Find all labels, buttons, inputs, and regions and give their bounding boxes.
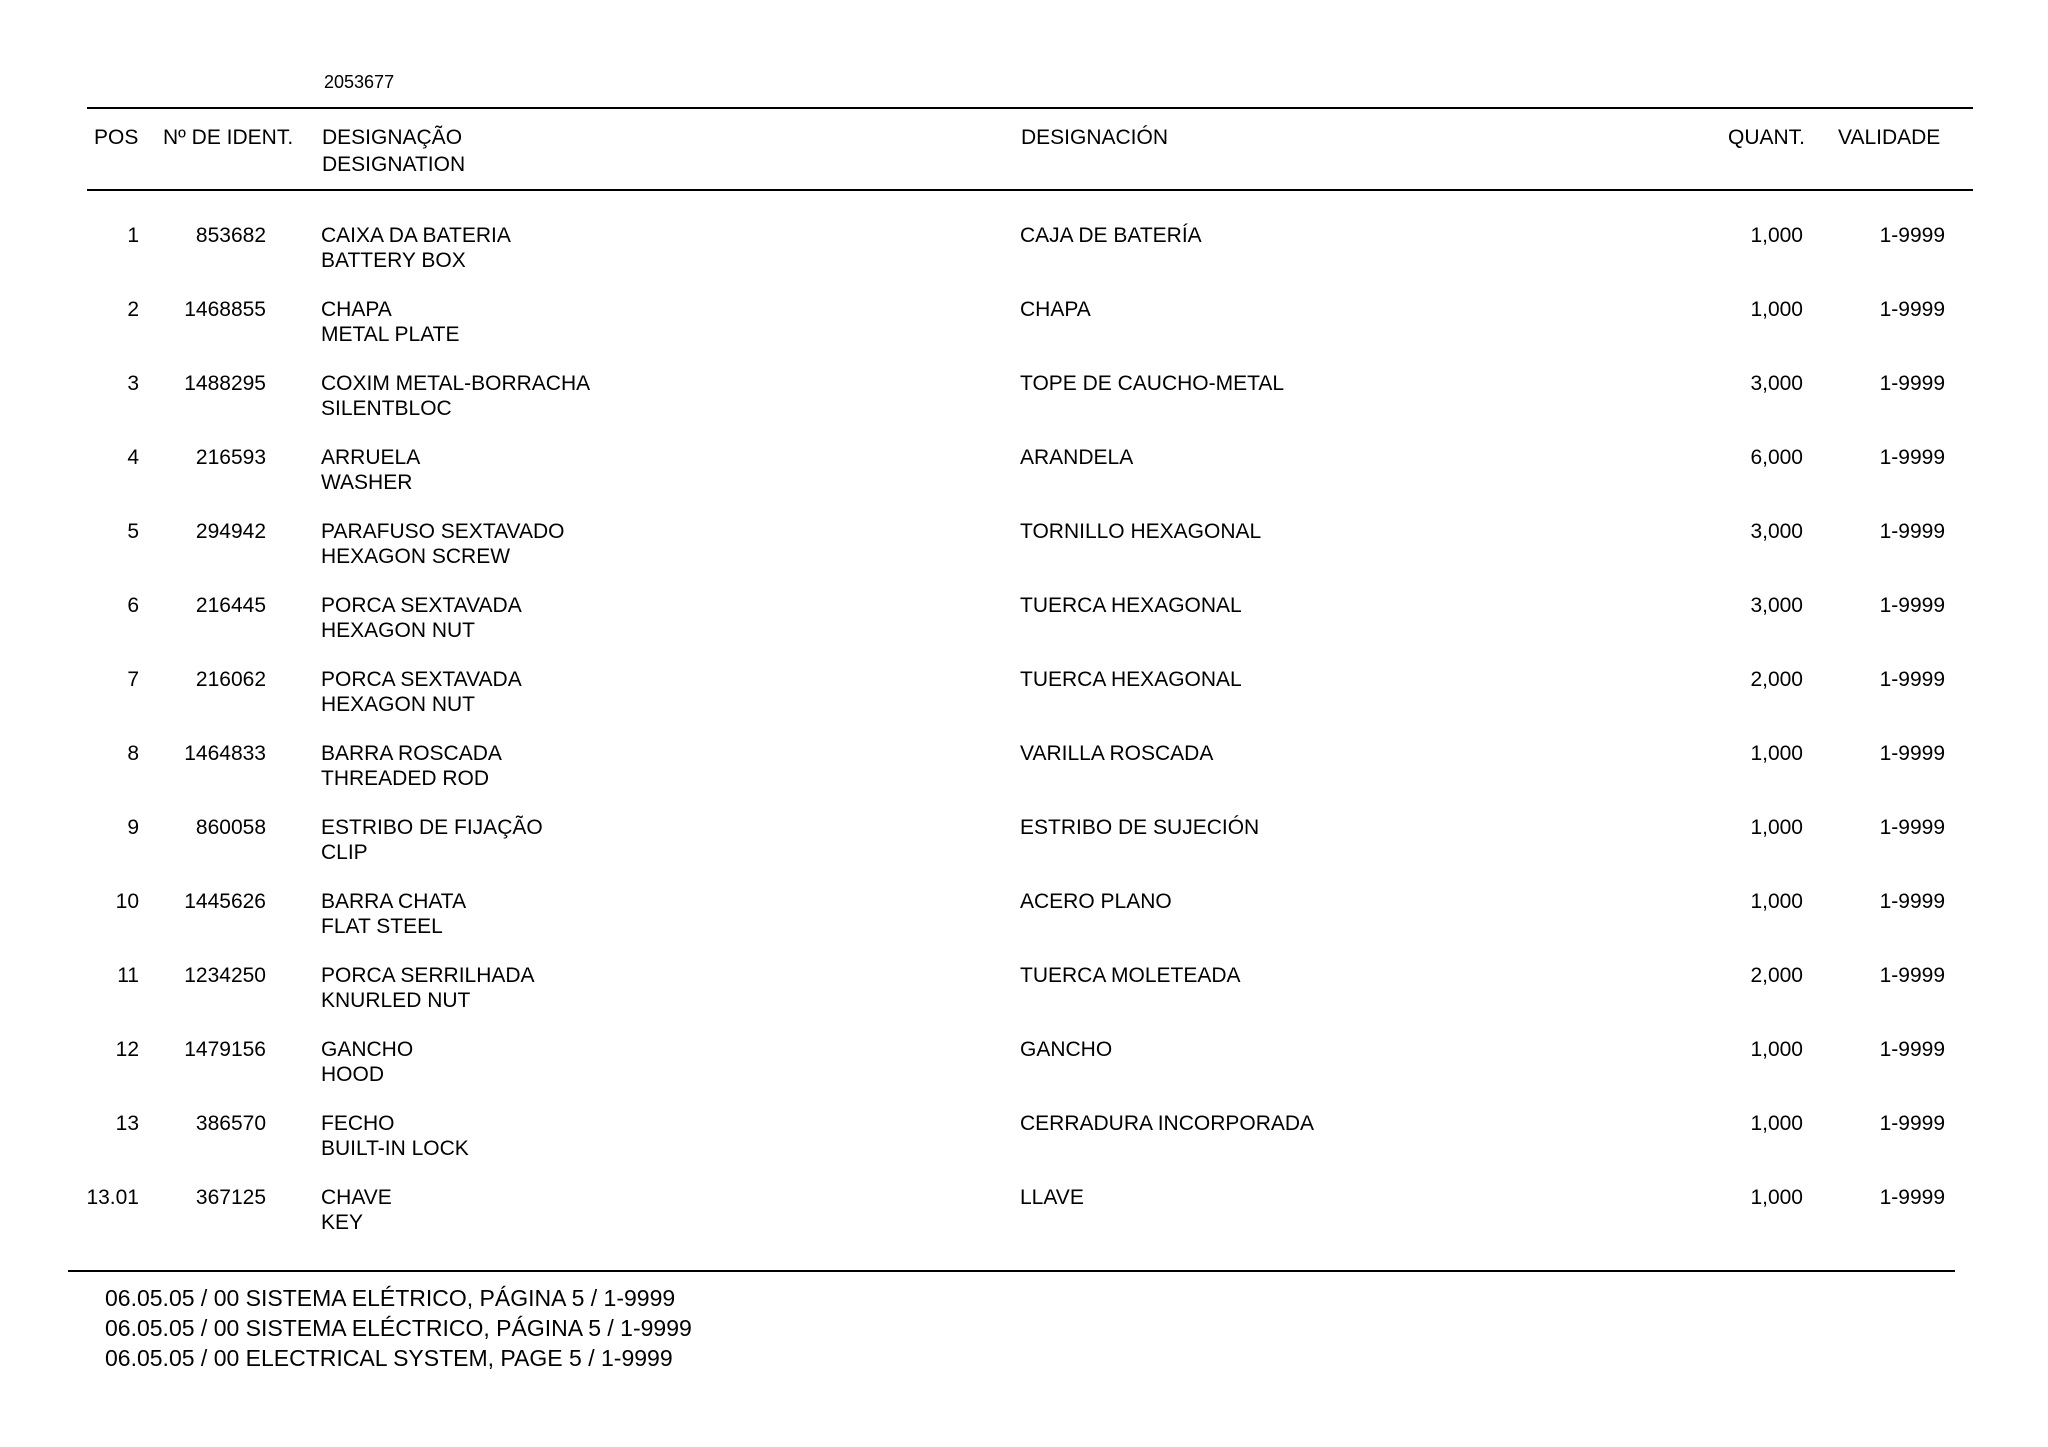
cell-designation: CLIP — [321, 841, 368, 864]
header-ident: Nº DE IDENT. — [163, 126, 294, 149]
table-row — [0, 446, 2048, 520]
cell-designacion: CERRADURA INCORPORADA — [1020, 1112, 1315, 1135]
cell-quant: 2,000 — [1750, 668, 1803, 691]
cell-quant: 1,000 — [1750, 742, 1803, 765]
cell-designacion: TOPE DE CAUCHO-METAL — [1020, 372, 1285, 395]
cell-designacion: TUERCA MOLETEADA — [1020, 964, 1241, 987]
table-row — [0, 1112, 2048, 1186]
cell-ident: 1445626 — [184, 890, 266, 913]
cell-designacion: CHAPA — [1020, 298, 1091, 321]
cell-designacao: PARAFUSO SEXTAVADO — [321, 520, 565, 543]
cell-quant: 6,000 — [1750, 446, 1803, 469]
header-pos: POS — [94, 126, 139, 149]
cell-validade: 1-9999 — [1879, 224, 1945, 247]
cell-quant: 1,000 — [1750, 1186, 1803, 1209]
cell-designacion: ARANDELA — [1020, 446, 1134, 469]
footer-line-pt: 06.05.05 / 00 SISTEMA ELÉTRICO, PÁGINA 5 / 1-9999 — [105, 1285, 676, 1311]
cell-designacao: FECHO — [321, 1112, 395, 1135]
cell-designacao: COXIM METAL-BORRACHA — [321, 372, 591, 395]
parts-table — [0, 224, 2048, 1260]
cell-designacao: PORCA SEXTAVADA — [321, 594, 522, 617]
table-row — [0, 594, 2048, 668]
cell-designation: SILENTBLOC — [321, 397, 452, 420]
header-designacao: DESIGNAÇÃO — [322, 126, 463, 149]
cell-pos: 13.01 — [86, 1186, 139, 1209]
cell-quant: 1,000 — [1750, 1038, 1803, 1061]
cell-designacion: CAJA DE BATERÍA — [1020, 224, 1202, 247]
cell-designacion: TUERCA HEXAGONAL — [1020, 594, 1242, 617]
cell-pos: 5 — [127, 520, 139, 543]
header-top-rule — [87, 107, 1973, 109]
cell-designacion: LLAVE — [1020, 1186, 1084, 1209]
cell-ident: 1488295 — [184, 372, 266, 395]
cell-quant: 1,000 — [1750, 1112, 1803, 1135]
cell-designacao: CHAPA — [321, 298, 392, 321]
cell-quant: 3,000 — [1750, 520, 1803, 543]
cell-pos: 6 — [127, 594, 139, 617]
table-row — [0, 1038, 2048, 1112]
cell-quant: 1,000 — [1750, 890, 1803, 913]
cell-pos: 10 — [115, 890, 139, 913]
cell-pos: 3 — [127, 372, 139, 395]
cell-ident: 294942 — [195, 520, 266, 543]
cell-pos: 4 — [127, 446, 139, 469]
cell-validade: 1-9999 — [1879, 742, 1945, 765]
cell-designacao: BARRA ROSCADA — [321, 742, 502, 765]
header-quant: QUANT. — [1727, 126, 1805, 149]
cell-validade: 1-9999 — [1879, 890, 1945, 913]
table-row — [0, 964, 2048, 1038]
cell-ident: 367125 — [195, 1186, 266, 1209]
document-number: 2053677 — [324, 72, 395, 92]
cell-validade: 1-9999 — [1879, 1112, 1945, 1135]
cell-designacao: CAIXA DA BATERIA — [321, 224, 511, 247]
cell-designation: HEXAGON NUT — [321, 619, 476, 642]
cell-ident: 853682 — [195, 224, 266, 247]
cell-designacion: VARILLA ROSCADA — [1020, 742, 1214, 765]
cell-validade: 1-9999 — [1879, 520, 1945, 543]
cell-designation: METAL PLATE — [321, 323, 460, 346]
cell-ident: 1479156 — [184, 1038, 266, 1061]
footer-line-en: 06.05.05 / 00 ELECTRICAL SYSTEM, PAGE 5 / 1-9999 — [105, 1345, 673, 1371]
cell-pos: 9 — [127, 816, 139, 839]
cell-designation: THREADED ROD — [321, 767, 490, 790]
cell-designacao: ARRUELA — [321, 446, 421, 469]
cell-designation: BATTERY BOX — [321, 249, 466, 272]
cell-ident: 1464833 — [184, 742, 266, 765]
cell-designacao: CHAVE — [321, 1186, 392, 1209]
cell-designacao: ESTRIBO DE FIJAÇÃO — [321, 816, 543, 839]
cell-ident: 216062 — [195, 668, 266, 691]
header-designation: DESIGNATION — [322, 153, 466, 176]
table-row — [0, 816, 2048, 890]
header-bottom-rule — [87, 189, 1973, 191]
table-row — [0, 668, 2048, 742]
cell-designacion: ACERO PLANO — [1020, 890, 1172, 913]
cell-designation: HEXAGON NUT — [321, 693, 476, 716]
cell-designacion: TUERCA HEXAGONAL — [1020, 668, 1242, 691]
cell-validade: 1-9999 — [1879, 816, 1945, 839]
cell-ident: 216593 — [195, 446, 266, 469]
footer-rule — [68, 1270, 1955, 1272]
header-validade: VALIDADE — [1838, 126, 1941, 149]
cell-pos: 13 — [115, 1112, 139, 1135]
cell-designation: HEXAGON SCREW — [321, 545, 511, 568]
cell-designation: HOOD — [321, 1063, 384, 1086]
cell-designacao: PORCA SEXTAVADA — [321, 668, 522, 691]
cell-pos: 7 — [127, 668, 139, 691]
cell-validade: 1-9999 — [1879, 298, 1945, 321]
cell-validade: 1-9999 — [1879, 964, 1945, 987]
cell-ident: 386570 — [195, 1112, 266, 1135]
table-row — [0, 1186, 2048, 1260]
table-row — [0, 742, 2048, 816]
cell-validade: 1-9999 — [1879, 1186, 1945, 1209]
cell-designacao: PORCA SERRILHADA — [321, 964, 535, 987]
cell-ident: 860058 — [195, 816, 266, 839]
cell-designacao: BARRA CHATA — [321, 890, 467, 913]
cell-designation: WASHER — [321, 471, 413, 494]
cell-pos: 2 — [127, 298, 139, 321]
table-row — [0, 520, 2048, 594]
cell-ident: 1468855 — [184, 298, 266, 321]
cell-validade: 1-9999 — [1879, 446, 1945, 469]
cell-pos: 1 — [127, 224, 139, 247]
cell-pos: 8 — [127, 742, 139, 765]
header-designacion: DESIGNACIÓN — [1021, 126, 1169, 149]
cell-designacion: GANCHO — [1020, 1038, 1113, 1061]
table-header — [0, 124, 2048, 184]
cell-pos: 12 — [115, 1038, 139, 1061]
cell-quant: 1,000 — [1750, 298, 1803, 321]
cell-validade: 1-9999 — [1879, 668, 1945, 691]
cell-designation: KNURLED NUT — [321, 989, 471, 1012]
cell-pos: 11 — [117, 964, 139, 987]
cell-validade: 1-9999 — [1879, 594, 1945, 617]
cell-ident: 1234250 — [184, 964, 266, 987]
cell-quant: 2,000 — [1750, 964, 1803, 987]
cell-quant: 3,000 — [1750, 372, 1803, 395]
table-row — [0, 890, 2048, 964]
cell-quant: 3,000 — [1750, 594, 1803, 617]
cell-quant: 1,000 — [1750, 816, 1803, 839]
cell-designacion: ESTRIBO DE SUJECIÓN — [1020, 816, 1260, 839]
cell-designacion: TORNILLO HEXAGONAL — [1020, 520, 1262, 543]
table-row — [0, 298, 2048, 372]
table-row — [0, 372, 2048, 446]
footer-line-es: 06.05.05 / 00 SISTEMA ELÉCTRICO, PÁGINA 5 / 1-9999 — [105, 1315, 692, 1341]
cell-quant: 1,000 — [1750, 224, 1803, 247]
cell-validade: 1-9999 — [1879, 372, 1945, 395]
cell-ident: 216445 — [195, 594, 266, 617]
cell-designation: KEY — [321, 1211, 364, 1234]
table-row — [0, 224, 2048, 298]
cell-designacao: GANCHO — [321, 1038, 414, 1061]
cell-designation: BUILT-IN LOCK — [321, 1137, 469, 1160]
cell-designation: FLAT STEEL — [321, 915, 443, 938]
cell-validade: 1-9999 — [1879, 1038, 1945, 1061]
page-footer — [105, 1283, 692, 1373]
